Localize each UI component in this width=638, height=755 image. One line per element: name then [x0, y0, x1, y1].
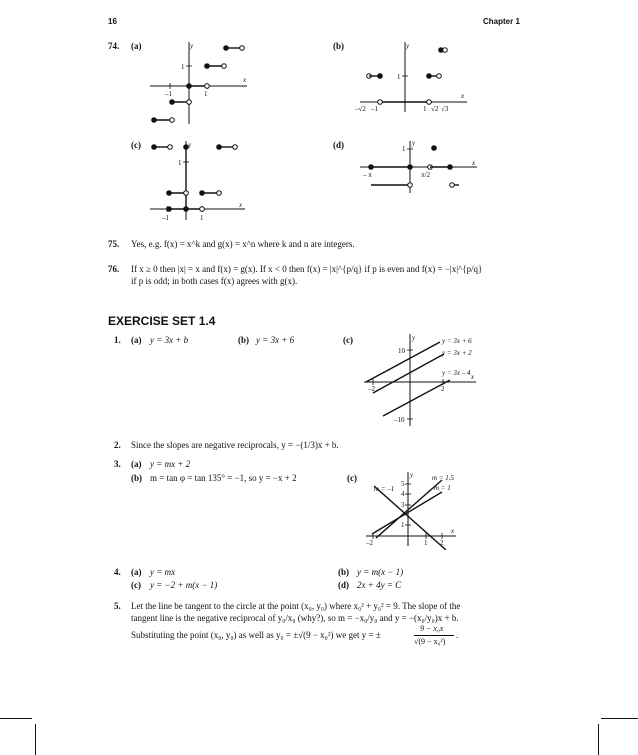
graph-74d	[355, 137, 480, 197]
graph-d-tick-pi2: π/2	[421, 171, 430, 179]
line-m-1	[372, 492, 442, 534]
exercise-5-frac-num: 9 − x₀x	[420, 624, 444, 633]
exercise-4a-label: (a)	[131, 567, 142, 577]
problem-75-text: Yes, e.g. f(x) = x^k and g(x) = x^n where k and n are integers.	[131, 239, 355, 249]
exercise-3b-text: m = tan φ = tan 135° = −1, so y = −x + 2	[150, 473, 297, 483]
graph-1c-line3-label: y = 3x – 4	[442, 369, 471, 377]
graph-3c-tick-neg2: –2	[366, 539, 373, 547]
graph-3c-m-neg1-label: m = –1	[374, 485, 395, 493]
graph-a-label: (a)	[131, 41, 142, 51]
graph-a-tick-neg1: –1	[165, 90, 172, 98]
graph-a-tick-x1: 1	[204, 90, 208, 98]
graph-b-tick-root3: √3	[441, 105, 449, 113]
exercise-3c-label: (c)	[347, 473, 357, 483]
exercise-5-frac-den: √(9 − x₀²)	[414, 637, 446, 646]
graph-d-tick-neg-pi: – π	[363, 171, 372, 179]
graph-3c-x-label: x	[451, 527, 455, 535]
graph-b-tick-1: 1	[397, 73, 401, 81]
graph-c-tick-1: 1	[178, 159, 182, 167]
graph-1c-tick-neg10: –10	[394, 416, 405, 424]
graph-3c-tick-3: 3	[401, 501, 405, 509]
graph-3c-m-1-5-label: m = 1.5	[432, 474, 455, 482]
exercise-5-period: .	[456, 630, 459, 640]
exercise-1c-label: (c)	[343, 335, 353, 345]
section-title: EXERCISE SET 1.4	[108, 314, 216, 328]
graph-3c-tick-x1: 1	[424, 539, 428, 547]
graph-d-tick-1: 1	[402, 145, 406, 153]
problem-74-number: 74.	[108, 41, 120, 51]
exercise-5-number: 5.	[114, 601, 121, 611]
graph-1c	[358, 330, 483, 430]
exercise-4d-label: (d)	[338, 580, 349, 590]
graph-74b	[355, 38, 470, 118]
graph-c-tick-x1: 1	[200, 214, 204, 222]
chapter-label: Chapter 1	[483, 17, 520, 26]
graph-1c-line1-label: y = 3x + 6	[442, 337, 472, 345]
exercise-3a-label: (a)	[131, 459, 142, 469]
graph-1c-tick-2: 2	[441, 385, 445, 393]
graph-a-y-label: y	[190, 42, 194, 50]
crop-mark-left-v	[35, 724, 36, 755]
exercise-3-number: 3.	[114, 459, 121, 469]
graph-d-x-label: x	[472, 159, 476, 167]
line-3x-plus-2	[373, 354, 444, 393]
exercise-3a-text: y = mx + 2	[150, 459, 191, 469]
graph-3c-y-label: y	[410, 471, 414, 479]
problem-76-line1: If x ≥ 0 then |x| = x and f(x) = g(x). If x < 0 then f(x) = |x|^{p/q} if p is even and f(x) = −|x|^{p/q}	[131, 264, 483, 274]
graph-1c-y-label: y	[412, 334, 416, 342]
graph-74a	[140, 38, 255, 128]
graph-c-x-label: x	[239, 201, 243, 209]
exercise-2-text: Since the slopes are negative reciprocals, y = −(1/3)x + b.	[131, 440, 339, 450]
graph-d-y-label: y	[412, 139, 416, 147]
exercise-4c-text: y = −2 + m(x − 1)	[150, 580, 218, 590]
exercise-4b-label: (b)	[338, 567, 349, 577]
graph-c-tick-neg1: –1	[162, 214, 169, 222]
graph-1c-line2-label: y = 3x + 2	[442, 349, 472, 357]
crop-mark-right-v	[598, 724, 599, 755]
graph-3c-tick-5: 5	[401, 480, 405, 488]
graph-c-y-label: y	[188, 141, 192, 149]
exercise-2-number: 2.	[114, 440, 121, 450]
exercise-3b-label: (b)	[131, 473, 142, 483]
exercise-5-frac-bar	[414, 635, 454, 636]
exercise-4-number: 4.	[114, 567, 121, 577]
exercise-4a-text: y = mx	[150, 567, 176, 577]
exercise-1a-text: y = 3x + b	[150, 335, 189, 345]
exercise-5-line2: tangent line is the negative reciprocal of y₀/x₀ (why?), so m = −x₀/y₀ and y = −(x₀/y₀)x + b.	[131, 613, 459, 623]
crop-mark-right-h	[601, 718, 638, 719]
graph-1c-x-label: x	[471, 373, 475, 381]
graph-3c-tick-x2: 2	[440, 539, 444, 547]
exercise-1b-text: y = 3x + 6	[256, 335, 295, 345]
graph-d-label: (d)	[333, 140, 344, 150]
graph-3c-tick-4: 4	[401, 490, 405, 498]
exercise-5-line3: Substituting the point (x₀, y₀) as well as y₀ = ±√(9 − x₀²) we get y = ±	[131, 630, 381, 640]
graph-3c-tick-1: 1	[401, 521, 405, 529]
graph-b-label: (b)	[333, 41, 344, 51]
problem-75-number: 75.	[108, 239, 120, 249]
graph-3c-m-1-label: m = 1	[434, 484, 451, 492]
graph-b-x-label: x	[461, 92, 465, 100]
exercise-5-line1: Let the line be tangent to the circle at the point (x₀, y₀) where x₀² + y₀² = 9. The slope of the	[131, 601, 461, 611]
graph-b-tick-neg1: –1	[371, 105, 378, 113]
exercise-4b-text: y = m(x − 1)	[357, 567, 404, 577]
graph-1c-tick-neg2: –2	[368, 385, 375, 393]
graph-b-tick-neg-root2: –√2	[355, 105, 366, 113]
exercise-1b-label: (b)	[238, 335, 249, 345]
graph-b-tick-root2: √2	[431, 105, 439, 113]
exercise-4d-text: 2x + 4y = C	[357, 580, 402, 590]
graph-a-tick-1: 1	[181, 63, 185, 71]
exercise-1-number: 1.	[114, 335, 121, 345]
problem-76-number: 76.	[108, 264, 120, 274]
graph-b-tick-1x: 1	[423, 105, 427, 113]
graph-a-x-label: x	[243, 76, 247, 84]
graph-c-label: (c)	[131, 140, 141, 150]
graph-b-y-label: y	[406, 42, 410, 50]
graph-1c-tick-10: 10	[398, 347, 405, 355]
page-number: 16	[108, 17, 117, 26]
exercise-4c-label: (c)	[131, 580, 141, 590]
graph-3c	[362, 468, 462, 550]
graph-74c	[145, 137, 255, 225]
problem-76-line2: if p is odd; in both cases f(x) agrees with g(x).	[131, 276, 298, 286]
crop-mark-left-h	[0, 718, 32, 719]
line-3x-minus-4	[383, 380, 450, 416]
exercise-1a-label: (a)	[131, 335, 142, 345]
